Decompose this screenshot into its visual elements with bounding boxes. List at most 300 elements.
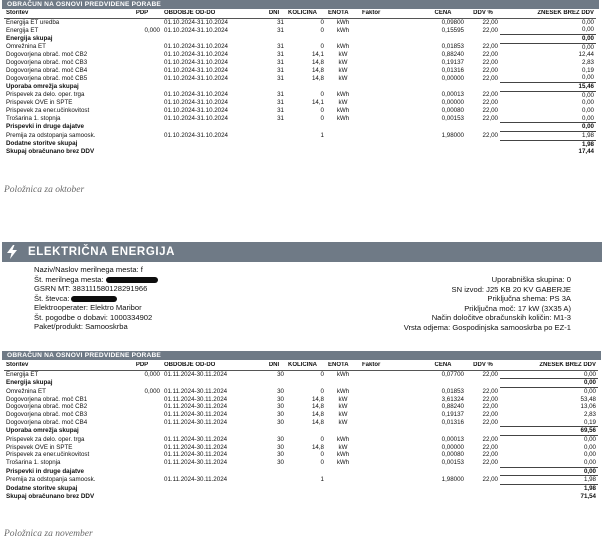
- cell-enota: kW: [338, 66, 348, 74]
- cell-dni: [262, 131, 286, 140]
- cell-obdobje: 01.10.2024-31.10.2024: [164, 114, 228, 122]
- cell-cena: 1,98000: [441, 476, 464, 484]
- cell-pdp: 0,000: [144, 26, 160, 34]
- cell-pdp: [122, 148, 162, 156]
- cell-faktor: [360, 435, 420, 443]
- cell-dni: 31: [277, 58, 284, 66]
- cell-ddv: 22,00: [482, 114, 498, 122]
- cell-faktor: [360, 459, 420, 467]
- cell-storitev: Prispevek za ener.učinkovitost: [6, 106, 90, 114]
- cell-storitev: Omrežnina ET: [6, 387, 46, 395]
- cell-cena: [420, 467, 466, 476]
- cell-storitev: Prispevek OVE in SPTE: [6, 99, 73, 107]
- cell-obdobje: 01.11.2024-30.11.2024: [164, 395, 228, 403]
- cell-ddv: 22,00: [482, 131, 498, 139]
- column-header-znesek: ZNESEK BREZ DDV: [500, 362, 598, 370]
- cell-znesek: 0,00: [500, 467, 598, 476]
- cell-znesek: 53,48: [580, 395, 596, 403]
- cell-faktor: [360, 411, 420, 419]
- cell-pdp: [122, 107, 162, 115]
- cell-kolicina: 0: [320, 435, 324, 443]
- cell-enota: kWh: [336, 387, 350, 395]
- cell-storitev: Energija ET uredba: [6, 18, 60, 26]
- cell-faktor: [360, 43, 420, 51]
- column-header-faktor: Faktor: [360, 362, 420, 370]
- info-row-gsrn: GSRN MT: 383111580128291966: [34, 284, 148, 293]
- redaction-mark: [106, 277, 158, 283]
- cell-dni: 31: [277, 91, 284, 99]
- cell-cena: 0,19137: [441, 58, 464, 66]
- electricity-title: ELEKTRIČNA ENERGIJA: [28, 246, 176, 258]
- info-row-sn-izvod: SN izvod: J25 KB 20 KV GABERJE: [451, 284, 571, 294]
- calculation-band: OBRAČUN NA OSNOVI PREDVIDENE PORABE: [2, 0, 599, 9]
- cell-ddv: 22,00: [482, 58, 498, 66]
- cell-cena: [420, 484, 466, 492]
- cell-faktor: [360, 26, 420, 34]
- cell-dni: [262, 467, 286, 476]
- cell-faktor: [360, 476, 420, 485]
- cell-faktor: [360, 484, 420, 492]
- column-header-enota: ENOTA: [326, 362, 360, 370]
- table-row: [4, 387, 598, 395]
- cell-enota: [326, 148, 360, 156]
- metering-info-right: [404, 275, 571, 332]
- cell-znesek: 0,00: [500, 34, 596, 43]
- cell-znesek: 0,00: [500, 379, 598, 388]
- info-row-merilno-mesto: Št. merilnega mesta:: [34, 275, 158, 285]
- cell-znesek: 0,00: [581, 91, 594, 99]
- cell-enota: [326, 123, 360, 132]
- info-row-naziv: Naziv/Naslov merilnega mesta: f: [34, 265, 143, 274]
- cell-ddv: [466, 467, 500, 476]
- cell-enota: [326, 82, 360, 91]
- cell-dni: 31: [277, 66, 284, 74]
- cell-enota: [326, 379, 360, 388]
- cell-enota: kWh: [336, 106, 350, 114]
- cell-storitev: Uporaba omrežja skupaj: [6, 82, 79, 90]
- cell-pdp: [122, 444, 162, 452]
- cell-faktor: [360, 493, 420, 501]
- cell-cena: 0,19137: [441, 410, 464, 418]
- cell-faktor: [360, 379, 420, 388]
- cell-enota: [326, 493, 360, 501]
- cell-obdobje: 01.10.2024-31.10.2024: [164, 99, 228, 107]
- info-row-uporabniska-skupina: Uporabniška skupina: 0: [491, 275, 571, 284]
- cell-enota: kWh: [336, 451, 350, 459]
- column-header-storitev: Storitev: [4, 10, 122, 18]
- cell-dni: 30: [277, 370, 284, 378]
- electricity-header-bar: [2, 242, 602, 262]
- cell-pdp: [122, 115, 162, 123]
- cell-faktor: [360, 91, 420, 99]
- column-header-pdp: PDP: [122, 362, 162, 370]
- cell-ddv: 22,00: [482, 66, 498, 74]
- cell-kolicina: [286, 379, 326, 388]
- cell-storitev: Omrežnina ET: [6, 43, 46, 51]
- cell-ddv: 22,00: [482, 74, 498, 82]
- column-header-storitev: Storitev: [4, 362, 122, 370]
- cell-storitev: Prispevek za ener.učinkovitost: [6, 451, 90, 459]
- cell-dni: [262, 34, 286, 43]
- cell-obdobje: 01.11.2024-30.11.2024: [164, 451, 228, 459]
- info-row-prikljucna-shema: Priključna shema: PS 3A: [487, 294, 571, 303]
- calculation-band: OBRAČUN NA OSNOVI PREDVIDENE PORABE: [2, 351, 601, 360]
- cell-enota: kW: [338, 58, 348, 66]
- cell-faktor: [360, 467, 420, 476]
- cell-cena: 3,61324: [441, 395, 464, 403]
- cell-pdp: [122, 140, 162, 148]
- cell-ddv: 22,00: [482, 51, 498, 59]
- invoice-november-scan: [0, 242, 605, 522]
- info-row-elektrooperater: Elektrooperater: Elektro Maribor: [34, 303, 142, 312]
- cell-znesek: 0,00: [500, 115, 596, 123]
- invoice-table-november: [4, 362, 598, 500]
- table-row: [4, 99, 596, 107]
- cell-faktor: [360, 67, 420, 75]
- cell-cena: 0,00000: [441, 74, 464, 82]
- cell-znesek: 0,00: [500, 370, 598, 379]
- cell-znesek: 0,00: [583, 435, 596, 443]
- cell-znesek: 0,00: [581, 99, 594, 107]
- cell-kolicina: [286, 148, 326, 156]
- cell-enota: kWh: [336, 18, 350, 26]
- cell-pdp: [122, 51, 162, 59]
- cell-obdobje: [162, 427, 262, 436]
- cell-dni: [262, 140, 286, 148]
- cell-znesek: 1,98: [581, 140, 594, 148]
- cell-storitev: Prispevki in druge dajatve: [6, 467, 85, 475]
- table-row: [4, 444, 598, 452]
- cell-faktor: [360, 99, 420, 107]
- column-header-cena: CENA: [420, 10, 466, 18]
- cell-cena: [420, 82, 466, 91]
- cell-pdp: [122, 123, 162, 132]
- cell-pdp: [122, 476, 162, 485]
- cell-enota: [326, 427, 360, 436]
- cell-ddv: 22,00: [482, 91, 498, 99]
- cell-cena: 0,01316: [441, 418, 464, 426]
- cell-pdp: [122, 411, 162, 419]
- cell-cena: [420, 140, 466, 148]
- caption-november: Položnica za november: [4, 529, 93, 539]
- cell-faktor: [360, 444, 420, 452]
- cell-storitev: Trošarina 1. stopnja: [6, 114, 61, 122]
- cell-obdobje: 01.10.2024-31.10.2024: [164, 74, 228, 82]
- cell-obdobje: [162, 379, 262, 388]
- table-row: [4, 370, 598, 379]
- cell-cena: 0,01316: [441, 66, 464, 74]
- cell-storitev: Dogovorjena obrač. moč CB1: [6, 395, 88, 403]
- cell-obdobje: 01.11.2024-30.11.2024: [164, 418, 228, 426]
- table-row: [4, 451, 598, 459]
- cell-faktor: [360, 419, 420, 427]
- cell-ddv: 22,00: [482, 43, 498, 51]
- table-row: [4, 26, 596, 34]
- cell-storitev: Dodatne storitve skupaj: [6, 484, 78, 492]
- cell-pdp: [122, 131, 162, 140]
- column-header-kolicina: KOLIČINA: [286, 10, 326, 18]
- cell-dni: [262, 493, 286, 501]
- cell-obdobje: [162, 493, 262, 501]
- cell-enota: [326, 131, 360, 140]
- table-header-row: [4, 10, 596, 18]
- cell-obdobje: 01.10.2024-31.10.2024: [164, 18, 228, 26]
- cell-znesek: 0,00: [583, 387, 596, 395]
- cell-storitev: Energija skupaj: [6, 34, 53, 42]
- cell-ddv: 22,00: [482, 26, 498, 34]
- cell-dni: 30: [277, 410, 284, 418]
- cell-dni: 31: [277, 114, 284, 122]
- cell-znesek: 71,54: [580, 492, 596, 500]
- cell-ddv: 22,00: [482, 443, 498, 451]
- cell-znesek: 0,00: [583, 451, 596, 459]
- cell-kolicina: 14,8: [311, 418, 324, 426]
- cell-dni: 30: [277, 451, 284, 459]
- cell-obdobje: 01.11.2024-30.11.2024: [164, 370, 228, 378]
- cell-cena: 0,00000: [441, 99, 464, 107]
- cell-obdobje: 01.11.2024-30.11.2024: [164, 435, 228, 443]
- cell-znesek: 12,44: [578, 51, 594, 59]
- cell-obdobje: [162, 34, 262, 43]
- cell-obdobje: [162, 140, 262, 148]
- table-row: [4, 476, 598, 485]
- table-row: [4, 459, 598, 467]
- cell-ddv: 22,00: [482, 99, 498, 107]
- cell-pdp: 0,000: [144, 387, 160, 395]
- cell-cena: 0,01853: [441, 387, 464, 395]
- table-row: [4, 18, 596, 26]
- cell-pdp: [122, 435, 162, 443]
- cell-faktor: [360, 123, 420, 132]
- table-row: [4, 419, 598, 427]
- cell-cena: [420, 379, 466, 388]
- cell-pdp: [122, 34, 162, 43]
- cell-enota: kWh: [336, 26, 350, 34]
- cell-kolicina: 0: [320, 91, 324, 99]
- cell-ddv: [466, 148, 500, 156]
- cell-cena: [420, 148, 466, 156]
- cell-storitev: Energija ET: [6, 26, 39, 34]
- cell-faktor: [360, 387, 420, 395]
- cell-pdp: [122, 43, 162, 51]
- cell-dni: 31: [277, 43, 284, 51]
- cell-kolicina: 0: [320, 106, 324, 114]
- cell-kolicina: 14,8: [311, 66, 324, 74]
- cell-kolicina: 14,8: [311, 395, 324, 403]
- column-header-dni: DNI: [262, 362, 286, 370]
- cell-storitev: Dogovorjena obrač. moč CB5: [6, 74, 88, 82]
- cell-obdobje: 01.11.2024-30.11.2024: [164, 459, 228, 467]
- cell-pdp: 0,000: [144, 370, 160, 378]
- cell-kolicina: 0: [320, 387, 324, 395]
- cell-kolicina: [286, 34, 326, 43]
- cell-faktor: [360, 148, 420, 156]
- cell-ddv: [466, 493, 500, 501]
- cell-storitev: Energija skupaj: [6, 379, 53, 387]
- cell-ddv: [466, 82, 500, 91]
- cell-ddv: 22,00: [482, 106, 498, 114]
- cell-storitev: Prispevek OVE in SPTE: [6, 443, 73, 451]
- cell-enota: [326, 467, 360, 476]
- cell-kolicina: [286, 427, 326, 436]
- cell-storitev: Dogovorjena obrač. moč CB3: [6, 410, 88, 418]
- cell-pdp: [122, 484, 162, 492]
- cell-ddv: 22,00: [482, 395, 498, 403]
- cell-dni: 30: [277, 418, 284, 426]
- column-header-ddv: DDV %: [466, 362, 500, 370]
- cell-cena: [420, 34, 466, 43]
- cell-faktor: [360, 34, 420, 43]
- cell-znesek: 13,06: [580, 403, 596, 411]
- info-row-paket: Paket/produkt: Samooskrba: [34, 322, 128, 331]
- column-header-znesek: ZNESEK BREZ DDV: [500, 10, 596, 18]
- subtotal-row: [4, 493, 598, 501]
- table-row: [4, 131, 596, 140]
- cell-faktor: [360, 107, 420, 115]
- table-row: [4, 107, 596, 115]
- info-row-nacin-dolocitve: Način določitve obračunskih količin: M1-3: [431, 313, 571, 322]
- cell-cena: 0,09800: [441, 18, 464, 26]
- subtotal-row: [4, 123, 596, 132]
- cell-kolicina: 1: [320, 476, 324, 484]
- cell-faktor: [360, 74, 420, 82]
- cell-enota: [326, 484, 360, 492]
- cell-cena: [420, 123, 466, 132]
- cell-dni: 31: [277, 74, 284, 82]
- cell-obdobje: 01.11.2024-30.11.2024: [164, 443, 228, 451]
- cell-storitev: Energija ET: [6, 370, 39, 378]
- cell-znesek: 0,00: [500, 459, 598, 467]
- cell-cena: 0,00013: [441, 91, 464, 99]
- cell-obdobje: 01.11.2024-30.11.2024: [164, 476, 228, 484]
- cell-enota: kW: [338, 51, 348, 59]
- cell-cena: 0,00080: [441, 451, 464, 459]
- cell-kolicina: 0: [320, 459, 324, 467]
- cell-obdobje: 01.10.2024-31.10.2024: [164, 51, 228, 59]
- cell-ddv: [466, 34, 500, 43]
- cell-znesek: 0,00: [500, 74, 596, 82]
- column-header-cena: CENA: [420, 362, 466, 370]
- cell-znesek: 1,98: [583, 484, 596, 492]
- cell-ddv: 22,00: [482, 435, 498, 443]
- subtotal-row: [4, 484, 598, 492]
- cell-obdobje: 01.10.2024-31.10.2024: [164, 43, 228, 51]
- cell-znesek: 15,46: [500, 82, 596, 91]
- table-row: [4, 51, 596, 59]
- subtotal-row: [4, 467, 598, 476]
- cell-pdp: [122, 18, 162, 26]
- cell-dni: 31: [277, 99, 284, 107]
- cell-znesek: 2,83: [581, 58, 594, 66]
- cell-kolicina: 0: [320, 43, 324, 51]
- table-row: [4, 435, 598, 443]
- cell-znesek: 0,00: [500, 26, 596, 34]
- cell-storitev: Prispevki in druge dajatve: [6, 123, 85, 131]
- cell-cena: 0,00013: [441, 435, 464, 443]
- column-header-faktor: Faktor: [360, 10, 420, 18]
- cell-enota: kW: [338, 410, 348, 418]
- table-row: [4, 59, 596, 67]
- cell-cena: 1,98000: [441, 131, 464, 139]
- subtotal-row: [4, 148, 596, 156]
- cell-kolicina: 14,8: [311, 410, 324, 418]
- cell-faktor: [360, 396, 420, 404]
- cell-ddv: [466, 484, 500, 492]
- cell-cena: 0,15595: [441, 26, 464, 34]
- invoice-october-scan: [0, 0, 605, 178]
- cell-ddv: 22,00: [482, 18, 498, 26]
- cell-pdp: [122, 99, 162, 107]
- cell-storitev: Dogovorjena obrač. moč CB3: [6, 58, 88, 66]
- cell-storitev: Dodatne storitve skupaj: [6, 140, 78, 148]
- cell-obdobje: [162, 123, 262, 132]
- cell-znesek: 0,00: [500, 123, 596, 132]
- column-header-pdp: PDP: [122, 10, 162, 18]
- cell-znesek: 69,56: [500, 427, 598, 436]
- cell-dni: [262, 379, 286, 388]
- cell-kolicina: 14,8: [311, 58, 324, 66]
- cell-znesek: 0,00: [583, 443, 596, 451]
- cell-ddv: 22,00: [482, 459, 498, 467]
- cell-cena: 0,88240: [441, 51, 464, 59]
- cell-obdobje: 01.10.2024-31.10.2024: [164, 131, 228, 139]
- cell-znesek: 17,44: [578, 148, 594, 156]
- cell-faktor: [360, 82, 420, 91]
- cell-faktor: [360, 131, 420, 140]
- cell-storitev: Dogovorjena obrač. moč CB2: [6, 403, 88, 411]
- cell-obdobje: 01.11.2024-30.11.2024: [164, 410, 228, 418]
- cell-kolicina: 0: [320, 451, 324, 459]
- cell-dni: [262, 148, 286, 156]
- column-header-ddv: DDV %: [466, 10, 500, 18]
- cell-obdobje: [162, 148, 262, 156]
- cell-kolicina: 1: [320, 131, 324, 139]
- cell-kolicina: [286, 123, 326, 132]
- cell-storitev: Skupaj obračunano brez DDV: [6, 148, 95, 156]
- cell-pdp: [122, 493, 162, 501]
- cell-storitev: Dogovorjena obrač. moč CB4: [6, 66, 88, 74]
- cell-enota: kWh: [336, 91, 350, 99]
- table-row: [4, 396, 598, 404]
- cell-storitev: Dogovorjena obrač. moč CB2: [6, 51, 88, 59]
- cell-cena: 0,88240: [441, 403, 464, 411]
- table-body: [4, 370, 598, 500]
- cell-enota: kW: [338, 443, 348, 451]
- cell-cena: 0,01853: [441, 43, 464, 51]
- cell-obdobje: 01.11.2024-30.11.2024: [164, 387, 228, 395]
- cell-dni: [262, 427, 286, 436]
- cell-cena: 0,00153: [441, 459, 464, 467]
- cell-storitev: Skupaj obračunano brez DDV: [6, 492, 95, 500]
- cell-faktor: [360, 115, 420, 123]
- cell-kolicina: 14,8: [311, 403, 324, 411]
- table-row: [4, 91, 596, 99]
- table-row: [4, 115, 596, 123]
- cell-pdp: [122, 427, 162, 436]
- cell-pdp: [122, 67, 162, 75]
- lightning-bolt-icon: [2, 242, 22, 262]
- cell-faktor: [360, 59, 420, 67]
- cell-ddv: [466, 140, 500, 148]
- cell-enota: kW: [338, 403, 348, 411]
- cell-kolicina: 14,8: [311, 443, 324, 451]
- cell-faktor: [360, 451, 420, 459]
- column-header-kolicina: KOLIČINA: [286, 362, 326, 370]
- cell-kolicina: [286, 82, 326, 91]
- cell-storitev: Premija za odstopanja samoosk.: [6, 131, 96, 139]
- cell-ddv: 22,00: [482, 476, 498, 484]
- cell-cena: 0,00000: [441, 443, 464, 451]
